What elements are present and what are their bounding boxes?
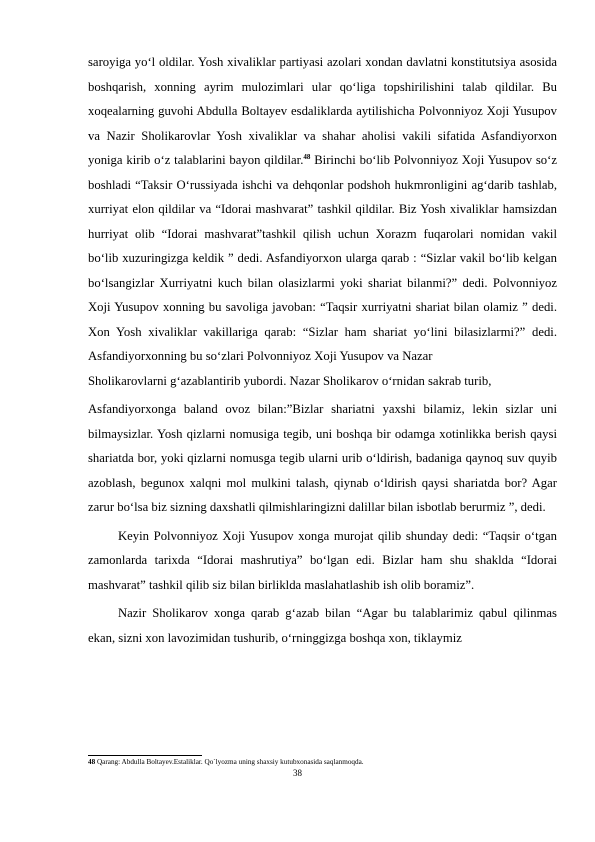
paragraph-1-text: saroyiga yo‘l oldilar. Yosh xivaliklar partiyasi azolari xondan davlatni konstitutsiya asosida boshqarish, xonning ayrim mulozimlari ular qo‘liga topshirilishini talab qildilar. Bu xoqealarning guvohi Abdulla Boltayev esdaliklarda aytilishicha Polvonniyoz Xoji Yusupov va Nazir Sholikarovlar Yosh xivaliklar va shahar aholisi vakili sifatida Asfandiyorxon yoniga kirib o‘z talablarini bayon qildilar. xyxy=(88,55,557,167)
footnote-ref[interactable]: 48 xyxy=(303,153,311,161)
footnote-number: 48 xyxy=(88,758,96,766)
paragraph-2: Sholikarovlarni g‘azablantirib yubordi. Nazar Sholikarov o‘rnidan sakrab turib, xyxy=(88,373,492,388)
paragraph-4: Keyin Polvonniyoz Xoji Yusupov xonga murojat qilib shunday dedi: “Taqsir o‘tgan zamonlarda tarixda “Idorai mashrutiya” bo‘lgan edi. Bizlar ham shu shaklda “Idorai mashvarat” tashkil qilib siz bilan birliklda maslahatlashib ish olib boramiz”. xyxy=(88,528,557,592)
footnote xyxy=(88,757,557,767)
paragraph-5: Nazir Sholikarov xonga qarab g‘azab bilan “Agar bu talablarimiz qabul qilinmas ekan, sizni xon lavozimidan tushurib, o‘rninggizga boshqa xon, tiklaymiz xyxy=(88,606,557,645)
paragraph-1 xyxy=(88,50,557,369)
footnote-divider xyxy=(88,755,202,756)
paragraph-1-cont: Birinchi bo‘lib Polvonniyoz Xoji Yusupov so‘z boshladi “Taksir O‘russiyada ishchi va dehqonlar podshoh hukmronligini ag‘darib tashlab, xurriyat elon qildilar va “Idorai mashvarat” tashkil qildilar. Biz Yosh xivaliklar hamsizdan hurriyat olib “Idorai mashvarat”tashkil qilish uchun Xorazm fuqarolari nomidan vakil bo‘lib xuzuringizga keldik ” dedi. Asfandiyorxon ularga qarab : “Sizlar vakil bo‘lib kelgan bo‘lsangizlar Xurriyatni kuch bilan olasizlarmi yoki shariat bilanmi?” dedi. Polvonniyoz Xoji Yusupov xonning bu savoliga javoban: “Taqsir xurriyatni shariat bilan olamiz ” dedi. Xon Yosh xivaliklar vakillariga qarab: “Sizlar ham shariat yo‘lini bilasizlarmi?” dedi. Asfandiyorxonning bu so‘zlari Polvonniyoz Xoji Yusupov va Nazar xyxy=(88,153,557,363)
paragraph-3: Asfandiyorxonga baland ovoz bilan:”Bizlar shariatni yaxshi bilamiz, lekin sizlar uni bilmaysizlar. Yosh qizlarni nomusiga tegib, uni boshqa bir odamga xotinlikka berish qaysi shariatda bor, yoki qizlarni nomusga tegib ularni urib o‘ldirish, badaniga qaynoq suv quyib azoblash, begunox xalqni mol mulkini talash, qiynab o‘ldirish qaysi shariatda bor? Agar zarur bo‘lsa biz sizning daxshatli qilmishlaringizni dalillar bilan isbotlab berurmiz ”, dedi. xyxy=(88,402,557,514)
footnote-text: Qarang: Abdulla Boltayev.Estaliklar. Qo`lyozma uning shaxsiy kutubxonasida saqlanmoqda. xyxy=(95,758,364,766)
document-body xyxy=(88,50,557,650)
page-number: 38 xyxy=(293,768,302,778)
